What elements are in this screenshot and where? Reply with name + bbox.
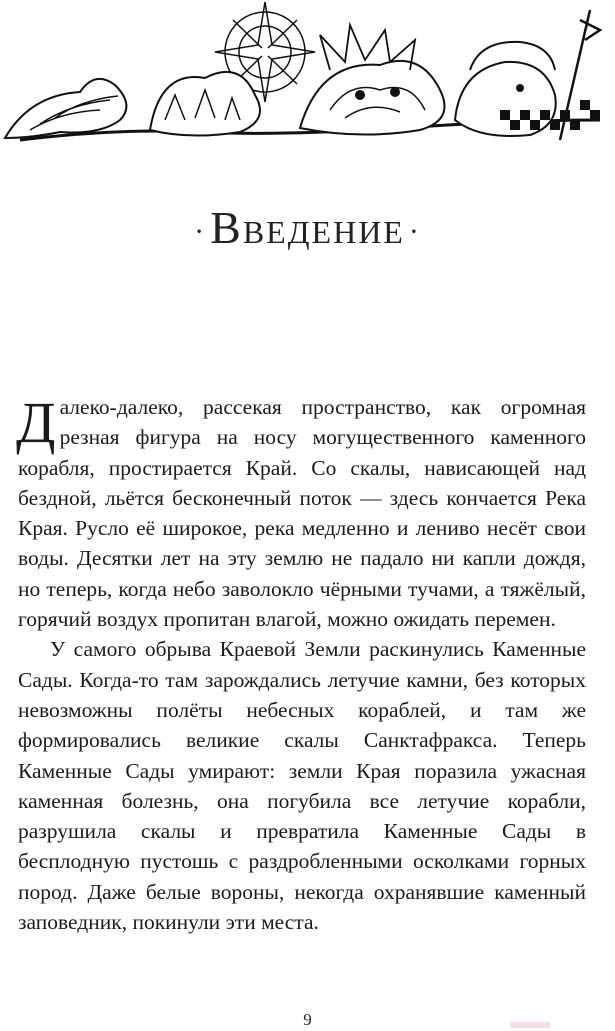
- paragraph-2: У самого обрыва Краевой Земли раскинулись Каменные Сады. Когда-то там зарождались летучие камни, без которых невозможны полёты небесных кораблей, и там же формировались великие скалы Санктафракса. Теперь Каменные Сады умирают: земли Края поразила ужасная каменная болезнь, она погубила все летучие корабли, разрушила скалы и превратила Каменные Сады в бесплодную пустошь с раздробленными осколками горных пород. Даже белые вороны, некогда охранявшие каменный заповедник, покинули эти места.: [18, 637, 586, 935]
- paragraph-1: [18, 392, 586, 634]
- paragraph-1-text: алеко-далеко, рассекая пространство, как огромная резная фигура на носу могущественного каменного корабля, простирается Край. Со скалы, нависающей над бездной, льётся бесконечный поток — здесь кончается Река Края. Русло её широкое, река медленно и лениво несёт свои воды. Десятки лет на эту землю не падало ни капли дождя, но теперь, когда небо заволокло чёрными тучами, а тяжёлый, горячий воздух пропитан влагой, можно ожидать перемен.: [18, 395, 586, 632]
- body-text: [18, 392, 586, 937]
- page-number: 9: [303, 1010, 312, 1029]
- title-dot-right: ·: [408, 215, 421, 249]
- creature-right: [300, 61, 445, 135]
- character-right: [455, 62, 556, 136]
- header-illustration: [0, 0, 615, 150]
- creature-left: [5, 79, 126, 138]
- drop-cap: Д: [16, 390, 56, 455]
- corner-mark: [510, 1022, 550, 1028]
- creature-middle: [150, 72, 260, 136]
- chapter-title: [0, 198, 615, 262]
- title-dot-left: ·: [194, 215, 207, 249]
- chapter-title-text: Введение: [210, 202, 405, 253]
